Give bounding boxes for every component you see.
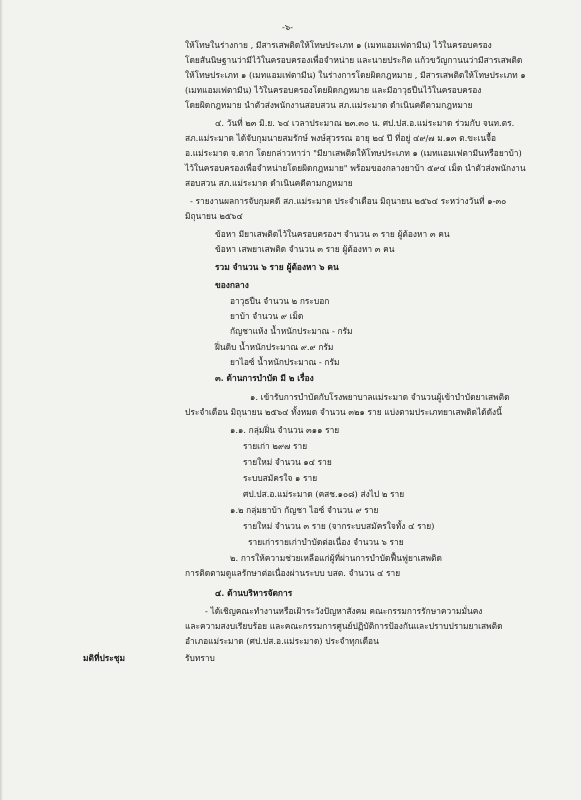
text-line-t2: ข้อหา เสพยาเสพติด จำนวน ๓ ราย ผู้ต้องหา ๓ คน [215, 244, 395, 254]
text-line-r7: ศป.ปส.อ.แม่ระมาด (คสช.๑๐๘) ส่งไป ๒ ราย [243, 489, 405, 499]
text-line-r10: รายเก่ารายเก่าบำบัดต่อเนื่อง จำนวน ๖ ราย [248, 537, 404, 547]
text-line-p2: โดยสันนิษฐานว่ามีไว้ในครอบครองเพื่อจำหน่าย และนายประกิต แก้วขวัญกานนว่ามีสารเสพติด [185, 55, 523, 65]
text-line-p7: สภ.แม่ระมาด ได้จับกุมนายสมรักษ์ พงษ์สุวรรณ อายุ ๒๔ ปี ที่อยู่ ๔๙/๗ ม.๑๓ ต.ขะเนจื้อ [185, 133, 497, 143]
text-line-p8: อ.แม่ระมาด จ.ตาก โดยกล่าวหาว่า "มียาเสพติดให้โทษประเภท ๑ (เมทแอมเฟตามีนหรือยาบ้า) [185, 148, 522, 158]
text-line-r11: ๒. การให้ความช่วยเหลือแก่ผู้ที่ผ่านการบำบัดฟื้นฟูยาเสพติด [230, 553, 442, 563]
text-line-p3: ให้โทษประเภท ๑ (เมทแอมเฟตามีน) ในร่างการโดยผิดกฎหมาย , มีสารเสพติดให้โทษประเภท ๑ [185, 70, 526, 80]
text-line-h1: ของกลาง [215, 280, 249, 290]
text-line-r2: ประจำเดือน มิถุนายน ๒๕๖๔ ทั้งหมด จำนวน ๓๒๑ ราย แบ่งตามประเภทยาเสพติดได้ดังนี้ [185, 407, 502, 417]
text-line-r1: ๑. เข้ารับการบำบัดกับโรงพยาบาลแม่ระมาด จำนวนผู้เข้าบำบัดยาเสพติด [250, 392, 510, 402]
text-line-p5: โดยผิดกฎหมาย นำตัวส่งพนักงานสอบสวน สภ.แม่ระมาด ดำเนินคดีตามกฎหมาย [185, 100, 473, 110]
text-line-e4: ฝิ่นดิบ น้ำหนักประมาณ ๙.๙ กรัม [215, 342, 334, 352]
text-line-e5: ยาไอซ์ น้ำหนักประมาณ - กรัม [230, 357, 340, 367]
text-line-e2: ยาบ้า จำนวน ๙ เม็ด [230, 311, 304, 321]
text-line-p1: ให้โทษในร่างกาย , มีสารเสพติดให้โทษประเภท ๑ (เมทแอมเฟตามีน) ไว้ในครอบครอง [185, 40, 492, 50]
text-line-r12: การติดตามดูแลรักษาต่อเนื่องผ่านระบบ บสต. จำนวน ๔ ราย [185, 568, 401, 578]
text-line-m1: - ได้เชิญคณะทำงานหรือเฝ้าระวังปัญหาสังคม คณะกรรมการรักษาความมั่นคง [205, 606, 483, 616]
text-line-p4: (เมทแอมเฟตามีน) ไว้ในครอบครองโดยผิดกฎหมาย และมีอาวุธปืนไว้ในครอบครอง [185, 85, 482, 95]
text-line-m2: และความสงบเรียบร้อย และคณะกรรมการศูนย์ปฏิบัติการป้องกันและปราบปรามยาเสพติด [185, 621, 503, 631]
text-line-e1: อาวุธปืน จำนวน ๒ กระบอก [230, 296, 330, 306]
text-line-r8: ๑.๒ กลุ่มยาบ้า กัญชา ไอซ์ จำนวน ๙ ราย [230, 505, 379, 515]
text-line-h3: ๔. ด้านบริหารจัดการ [215, 588, 293, 598]
text-line-r5: รายใหม่ จำนวน ๑๔ ราย [243, 457, 332, 467]
text-line-res-text: รับทราบ [185, 653, 215, 663]
text-line-h2: ๓. ด้านการบำบัด มี ๒ เรื่อง [215, 373, 314, 383]
text-line-p10: สอบสวน สภ.แม่ระมาด ดำเนินคดีตามกฎหมาย [185, 178, 353, 188]
text-line-res-label: มติที่ประชุม [83, 653, 125, 663]
text-line-m3: อำเภอแม่ระมาด (ศป.ปส.อ.แม่ระมาด) ประจำทุกเดือน [185, 636, 379, 646]
text-line-r9: รายใหม่ จำนวน ๓ ราย (จากระบบสมัครใจทั้ง ๔ ราย) [243, 521, 435, 531]
text-line-r3: ๑.๑. กลุ่มฝิ่น จำนวน ๓๑๑ ราย [230, 425, 340, 435]
text-line-t3: รวม จำนวน ๖ ราย ผู้ต้องหา ๖ คน [215, 262, 339, 272]
text-line-t1: ข้อหา มียาเสพติดไว้ในครอบครองฯ จำนวน ๓ ราย ผู้ต้องหา ๓ คน [215, 229, 450, 239]
text-line-p12: มิถุนายน ๒๕๖๔ [185, 211, 243, 221]
page-edge-shadow [0, 0, 3, 800]
text-line-p11: - รายงานผลการจับกุมคดี สภ.แม่ระมาด ประจำเดือน มิถุนายน ๒๕๖๔ ระหว่างวันที่ ๑-๓๐ [190, 196, 507, 206]
page-number: -๖- [282, 22, 293, 32]
text-line-e3: กัญชาแห้ง น้ำหนักประมาณ - กรัม [230, 326, 353, 336]
text-line-r4: รายเก่า ๒๙๗ ราย [243, 441, 308, 451]
text-line-p9: ไว้ในครอบครองเพื่อจำหน่ายโดยผิดกฎหมาย" พร้อมของกลางยาบ้า ๕๙๔ เม็ด นำตัวส่งพนักงาน [185, 163, 526, 173]
text-line-r6: ระบบสมัครใจ ๑ ราย [243, 473, 318, 483]
text-line-p6: ๔. วันที่ ๒๓ มิ.ย. ๖๔ เวลาประมาณ ๒๓.๓๐ น. ศป.ปส.อ.แม่ระมาด ร่วมกับ จนท.ตร. [215, 118, 515, 128]
